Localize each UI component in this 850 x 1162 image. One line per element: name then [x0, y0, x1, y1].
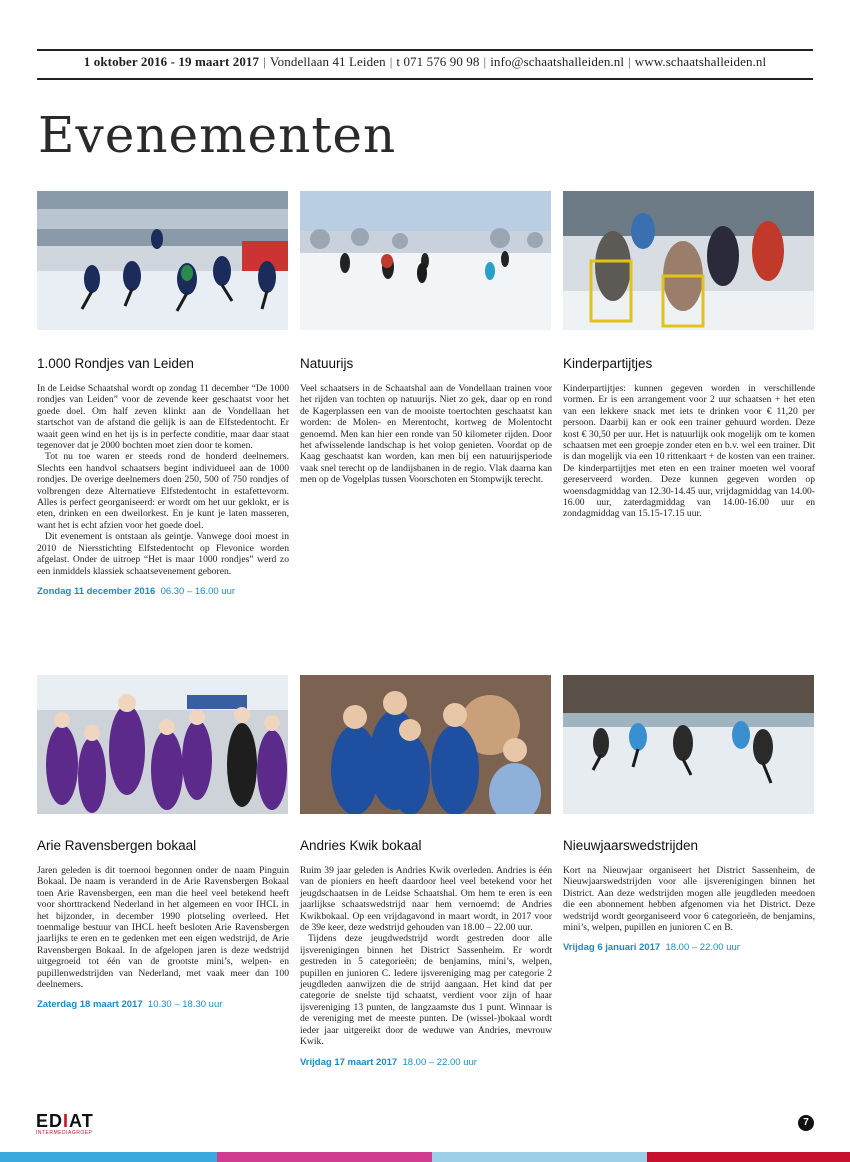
article-title: Arie Ravensbergen bokaal: [37, 838, 197, 853]
logo-subtitle: INTERMEDIAGROEP: [36, 1130, 93, 1136]
photo-children-party: [563, 191, 814, 330]
logo-wordmark: EDIAT: [36, 1111, 94, 1131]
footer-stripe-magenta: [217, 1152, 432, 1162]
photo-youth-race: [563, 675, 814, 814]
article-body: [563, 865, 815, 933]
header-email: info@schaatshalleiden.nl: [490, 54, 625, 69]
header-top-rule: [37, 49, 813, 51]
publisher-logo: [36, 1112, 94, 1136]
article-paragraph: Dit evenement is ontstaan als geintje. Vanwege dooi moest in 2010 de Niersstichting Elfstedentocht op Flevonice worden afgelast. Onder de uitroep “Het is maar 1000 rondjes” werd zo een inmiddels klassiek schaatsevenement geboren.: [37, 531, 289, 577]
article-andries-kwik: [300, 838, 552, 1068]
page-number: 7: [798, 1115, 814, 1131]
event-date: Zondag 11 december 2016: [37, 585, 156, 597]
photo-speedskaters-race: [37, 191, 288, 330]
footer-stripe-red: [647, 1152, 850, 1162]
event-datetime: [300, 1057, 552, 1068]
event-datetime: [563, 942, 815, 953]
article-body: [300, 865, 552, 1048]
header-separator: |: [263, 54, 266, 69]
event-time: 06.30 – 16.00 uur: [160, 585, 236, 597]
event-time: 18.00 – 22.00 uur: [402, 1056, 477, 1068]
article-paragraph: Tot nu toe waren er steeds rond de honderd deelnemers. Slechts een handvol schaatsers begint individueel aan de 1000 rondjes. De overige deelnemers doen 250, 500 of 750 rondjes of volbrengen deze Alternatieve Elfstedentocht in estafettevorm. Alles is perfect georganiseerd: er wordt om het uur geklokt, er is eten, drinken en een dweilorkest. En je kunt je laten masseren, want het is echt afzien voor het goede doel.: [37, 451, 289, 531]
article-title: Kinderpartijtjes: [563, 356, 653, 371]
header-address: Vondellaan 41 Leiden: [269, 54, 386, 69]
page-title: Evenementen: [38, 106, 397, 164]
article-arie-ravensbergen: [37, 838, 289, 1010]
footer-stripe-blue: [0, 1152, 217, 1162]
article-body: [563, 383, 815, 520]
article-paragraph: Jaren geleden is dit toernooi begonnen onder de naam Pinguin Bokaal. De naam is veranderd in de Arie Ravensbergen Bokaal toen Arie Ravensbergen, een man die heel veel betekend heeft voor shorttrackend Nederland in het algemeen en voor IHCL in het bijzonder, in december 1990 plotseling overleed. Het toenmalige bestuur van IHCL heeft besloten Arie Ravensbergen jaarlijks te eren en te gedenken met een eigen wedstrijd, de Arie Ravensbergen Bokaal. In de afgelopen jaren is deze wedstrijd uitgegroeid tot één van de grootste mini’s, welpen- en pupillenwedstrijden van Nederland, met vaak meer dan 100 deelnemers.: [37, 865, 289, 991]
header-separator: |: [483, 54, 487, 69]
event-time: 18.00 – 22.00 uur: [665, 942, 740, 954]
article-natuurijs: [300, 356, 552, 486]
article-nieuwjaarswedstrijden: [563, 838, 815, 953]
season-dates: 1 oktober 2016 - 19 maart 2017: [83, 54, 260, 69]
article-title: Andries Kwik bokaal: [300, 838, 422, 853]
photo-trophy-presentation: [300, 675, 551, 814]
article-paragraph: In de Leidse Schaatshal wordt op zondag 11 december “De 1000 rondjes van Leiden” voor de zevende keer geschaatst voor het goede doel. Om half zeven klinkt aan de Vondellaan het startschot van de afstand die gelijk is aan de Elfstedentocht. Er waait geen wind en het ijs is in perfecte conditie, maar daar staat tegenover dat je 2000 bochten moet zien door te komen.: [37, 383, 289, 452]
event-time: 10.30 – 18.30 uur: [147, 999, 223, 1011]
event-datetime: [37, 999, 289, 1010]
photo-natural-ice-skating: [300, 191, 551, 330]
header-phone: t 071 576 90 98: [396, 54, 480, 69]
article-body: [37, 383, 289, 577]
article-title: Natuurijs: [300, 356, 354, 371]
header-info-bar: [37, 54, 813, 70]
article-title: 1.000 Rondjes van Leiden: [37, 356, 194, 371]
header-website: www.schaatshalleiden.nl: [634, 54, 767, 69]
article-body: [300, 383, 552, 486]
header-separator: |: [628, 54, 631, 69]
photo-medal-winners-group: [37, 675, 288, 814]
event-date: Vrijdag 6 januari 2017: [563, 942, 661, 954]
article-body: [37, 865, 289, 990]
event-date: Vrijdag 17 maart 2017: [300, 1056, 398, 1068]
event-datetime: [37, 586, 289, 597]
header-bottom-rule: [37, 78, 813, 80]
header-separator: |: [389, 54, 393, 69]
article-paragraph: Kort na Nieuwjaar organiseert het District Sassenheim, de Nieuwjaarswedstrijden voor alle ijsverenigingen binnen het District. Aan deze wedstrijden mogen alle jeugdleden meedoen die een abonnement hebben afgenomen via het District. Deze wedstrijd wordt georganiseerd voor 6 categorieën, de benjamins, mini’s, welpen, pupillen en junioren C en B.: [563, 865, 815, 934]
article-paragraph: Tijdens deze jeugdwedstrijd wordt gestreden door alle ijsverenigingen binnen het District Sassenheim. Er wordt gestreden in 5 categorieën; de benjamins, mini’s, welpen, pupillen en junioren C. Iedere ijsvereniging mag per categorie 2 jeugdleden aanwijzen die de strijd aangaan. Het kind dat per categorie de snelste tijd schaatst, verdient voor zijn of haar ijsvereniging 13 punten, de langzaamste dus 1 punt. Winnaar is de vereniging met de meeste punten. De (wissel-)bokaal wordt ieder jaar uitgereikt door de weduwe van Andries, mevrouw Kwik.: [300, 933, 552, 1048]
article-rondjes: [37, 356, 289, 597]
article-title: Nieuwjaarswedstrijden: [563, 838, 699, 853]
event-date: Zaterdag 18 maart 2017: [37, 999, 143, 1011]
article-paragraph: Kinderpartijtjes: kunnen gegeven worden in verschillende vormen. Er is een arrangement voor 2 uur schaatsen + het eten van een lekkere snack met iets te drinken voor € 11,20 per persoon. Daarbij kan er ook een trainer gehuurd worden. Deze kost € 30,50 per uur. Het is natuurlijk ook mogelijk om te komen schaatsen met een groepje zonder eten en b.v. wel een trainer. Dit is dan mogelijk via een 10 rittenkaart + de kosten van een trainer. De kinderpartijtjes met eten en een trainer moeten wel vooraf gereserveerd worden. Deze kunnen gegeven worden op woensdagmiddag van 12.30-14.45 uur, vrijdagmiddag van 14.00-16.00 uur, zaterdagmiddag van 14.00-16.00 uur en zondagmiddag van 15.15-17.15 uur.: [563, 383, 815, 520]
footer-stripe-lightblue: [432, 1152, 647, 1162]
article-paragraph: Veel schaatsers in de Schaatshal aan de Vondellaan trainen voor het rijden van tochten op natuurijs. Niet zo gek, daar op en rond de Kagerplassen een van de mooiste toertochten geschaatst kan worden: de Molen- en Merentocht, kortweg de Molentocht genoemd. Men kan hier een ronde van 50 kilometer rijden. Door het afwisselende landschap is het volop genieten. Voordat op de Kaag geschaatst kan worden, kan men bij een natuurijsperiode vaak snel terecht op de landijsbanen in de regio. Vlak daarna kan men op de Vogelplas tussen Voorschoten en Stompwijk terecht.: [300, 383, 552, 486]
article-kinderpartijtjes: [563, 356, 815, 520]
article-paragraph: Ruim 39 jaar geleden is Andries Kwik overleden. Andries is één van de pioniers en heeft daardoor heel veel betekend voor het jeugdschaatsen in de Leidse Schaatshal. Om hem te eren is een jaarlijkse schaatswedstrijd naar hem vernoemd: de Andries Kwikbokaal. Op een vrijdagavond in maart wordt, in 2017 voor de 39e keer, deze wedstrijd gehouden van 18.00 – 22.00 uur.: [300, 865, 552, 934]
